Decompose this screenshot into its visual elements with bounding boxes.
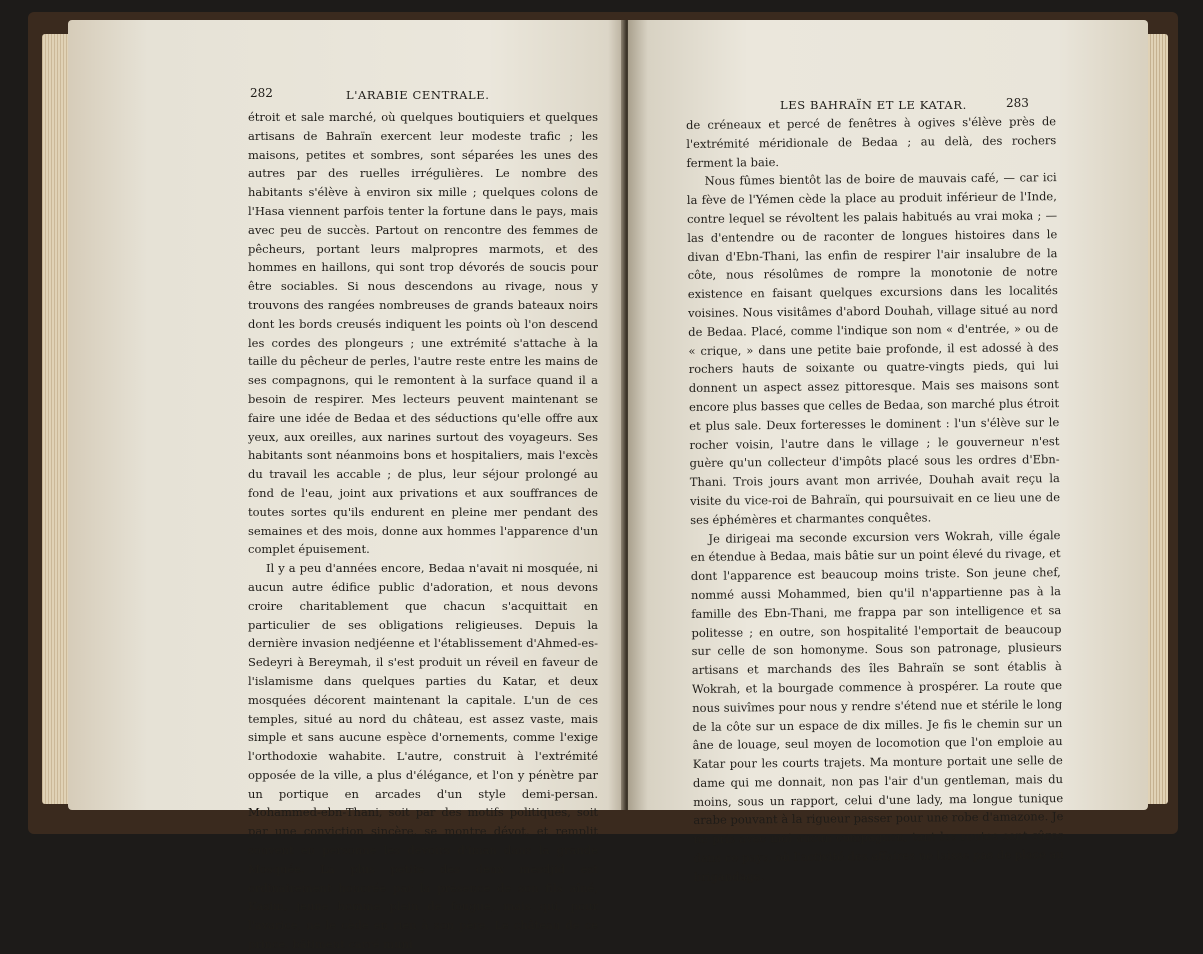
left-page	[68, 20, 623, 952]
running-head: L'ARABIE CENTRALE.	[346, 88, 490, 102]
running-head: LES BAHRAÏN ET LE KATAR.	[780, 98, 967, 112]
paragraph: de créneaux et percé de fenêtres à ogives s'élève près de l'extrémité méridionale de Bedaa ; au delà, des rochers ferment la baie.	[686, 114, 1057, 170]
page-number: 283	[1006, 96, 1029, 110]
open-book	[28, 12, 1178, 952]
body-text	[686, 112, 1064, 887]
page-number: 282	[250, 86, 273, 100]
paragraph: étroit et sale marché, où quelques boutiquiers et quelques artisans de Bahraïn exercent leur modeste trafic ; les maisons, petites et sombres, sont séparées les unes des autres par des ruelles irrégulières. Le nombre des habitants s'élève à environ six mille ; quelques colons de l'Hasa viennent parfois tenter la fortune dans le pays, mais avec peu de succès. Partout on rencontre des femmes de pêcheurs, portant leurs malpropres marmots, et des hommes en haillons, qui sont trop dévorés de soucis pour être sociables. Si nous descendons au rivage, nous y trouvons des rangées nombreuses de grands bateaux noirs dont les bords creusés indiquent les points où l'on descend les cordes des plongeurs ; une extrémité s'attache à la taille du pêcheur de perles, l'autre reste entre les mains de ses compagnons, qui le remontent à la surface quand il a besoin de respirer. Mes lecteurs peuvent maintenant se faire une idée de Bedaa et des séductions qu'elle offre aux yeux, aux oreilles, aux narines surtout des voyageurs. Ses habitants sont néanmoins bons et hospitaliers, mais l'excès du travail les accable ; de plus, leur séjour prolongé au fond de l'eau, joint aux privations et aux souffrances de toutes sortes qu'ils endurent en pleine mer pendant des semaines et des mois, donne aux hommes l'apparence d'un complet épuisement.	[248, 110, 598, 557]
paragraph: Je dirigeai ma seconde excursion vers Wokrah, ville égale en étendue à Bedaa, mais bâtie sur un point élevé du rivage, et dont l'apparence est beaucoup moins triste. Son jeune chef, nommé aussi Mohammed, bien qu'il n'appartienne pas à la famille des Ebn-Thani, me frappa par son intelligence et sa politesse ; en outre, son hospitalité l'emportait de beaucoup sur celle de son homonyme. Sous son patronage, plusieurs artisans et marchands des îles Bahraïn se sont établis à Wokrah, et la bourgade commence à prospérer. La route que nous suivîmes pour nous y rendre s'étend nue et stérile le long de la côte sur un espace de dix milles. Je fis le chemin sur un âne de louage, seul moyen de locomotion que l'on emploie au Katar pour les courts trajets. Ma monture portait une selle de dame qui me donnait, non pas l'air d'un gentleman, mais du moins, sous un rapport, celui d'une lady, ma longue tunique arabe pouvant à la rigueur passer pour une robe d'amazone. Je ne pris avec moi aucun compagnon, tant les routes sont sûres dans ce pays, où l'activité des affaires ne laisse pas de place au brigandage.	[690, 527, 1064, 884]
body-text	[248, 108, 598, 954]
paragraph: Il y a peu d'années encore, Bedaa n'avait ni mosquée, ni aucun autre édifice public d'adoration, et nous devons croire charitablement que chacun s'acquittait en particulier de ses obligations religieuses. Depuis la dernière invasion nedjéenne et l'établissement d'Ahmed-es-Sedeyri à Bereymah, il s'est produit un réveil en faveur de l'islamisme dans quelques parties du Katar, et deux mosquées décorent maintenant la capitale. L'un de ces temples, situé au nord du château, est assez vaste, mais simple et sans aucune espèce d'ornements, comme l'exige l'orthodoxie wahabite. L'autre, construit à l'extrémité opposée de la ville, a plus d'élégance, et l'on y pénètre par un portique en arcades d'un style demi-persan. Mohammed-ebn-Thani, soit par des motifs politiques, soit par une conviction sincère, se montre dévot, et remplit souvent en personne les devoirs d'iman dans la grande Mosquée. La plus petite des deux mesdjid est ordinairement honorée par la présence de son fils aîné, Kasim, jeune homme plein de fougue, mais qui, pour l'avarice, ne le cède en rien à son père. Le château de ce prince, bâtiment carré muni	[248, 561, 598, 952]
right-page	[628, 20, 1148, 884]
paragraph: Nous fûmes bientôt las de boire de mauvais café, — car ici la fève de l'Yémen cède la place au produit inférieur de l'Inde, contre lequel se révoltent les palais habitués au vrai moka ; — las d'entendre ou de raconter de longues histoires dans le divan d'Ebn-Thani, las enfin de respirer l'air insalubre de la côte, nous résolûmes de rompre la monotonie de notre existence en faisant quelques excursions dans les localités voisines. Nous visitâmes d'abord Douhah, village situé au nord de Bedaa. Placé, comme l'indique son nom « d'entrée, » ou de « crique, » dans une petite baie profonde, il est adossé à des rochers hauts de soixante ou quatre-vingts pieds, qui lui donnent un aspect assez pittoresque. Mais ses maisons sont encore plus basses que celles de Bedaa, son marché plus étroit et plus sale. Deux forteresses le dominent : l'un s'élève sur le rocher voisin, l'autre dans le village ; le gouverneur n'est guère qu'un collecteur d'impôts placé sous les ordres d'Ebn-Thani. Trois jours avant mon arrivée, Douhah avait reçu la visite du vice-roi de Bahraïn, qui poursuivait en ce lieu une de ses éphémères et charmantes conquêtes.	[686, 170, 1061, 527]
